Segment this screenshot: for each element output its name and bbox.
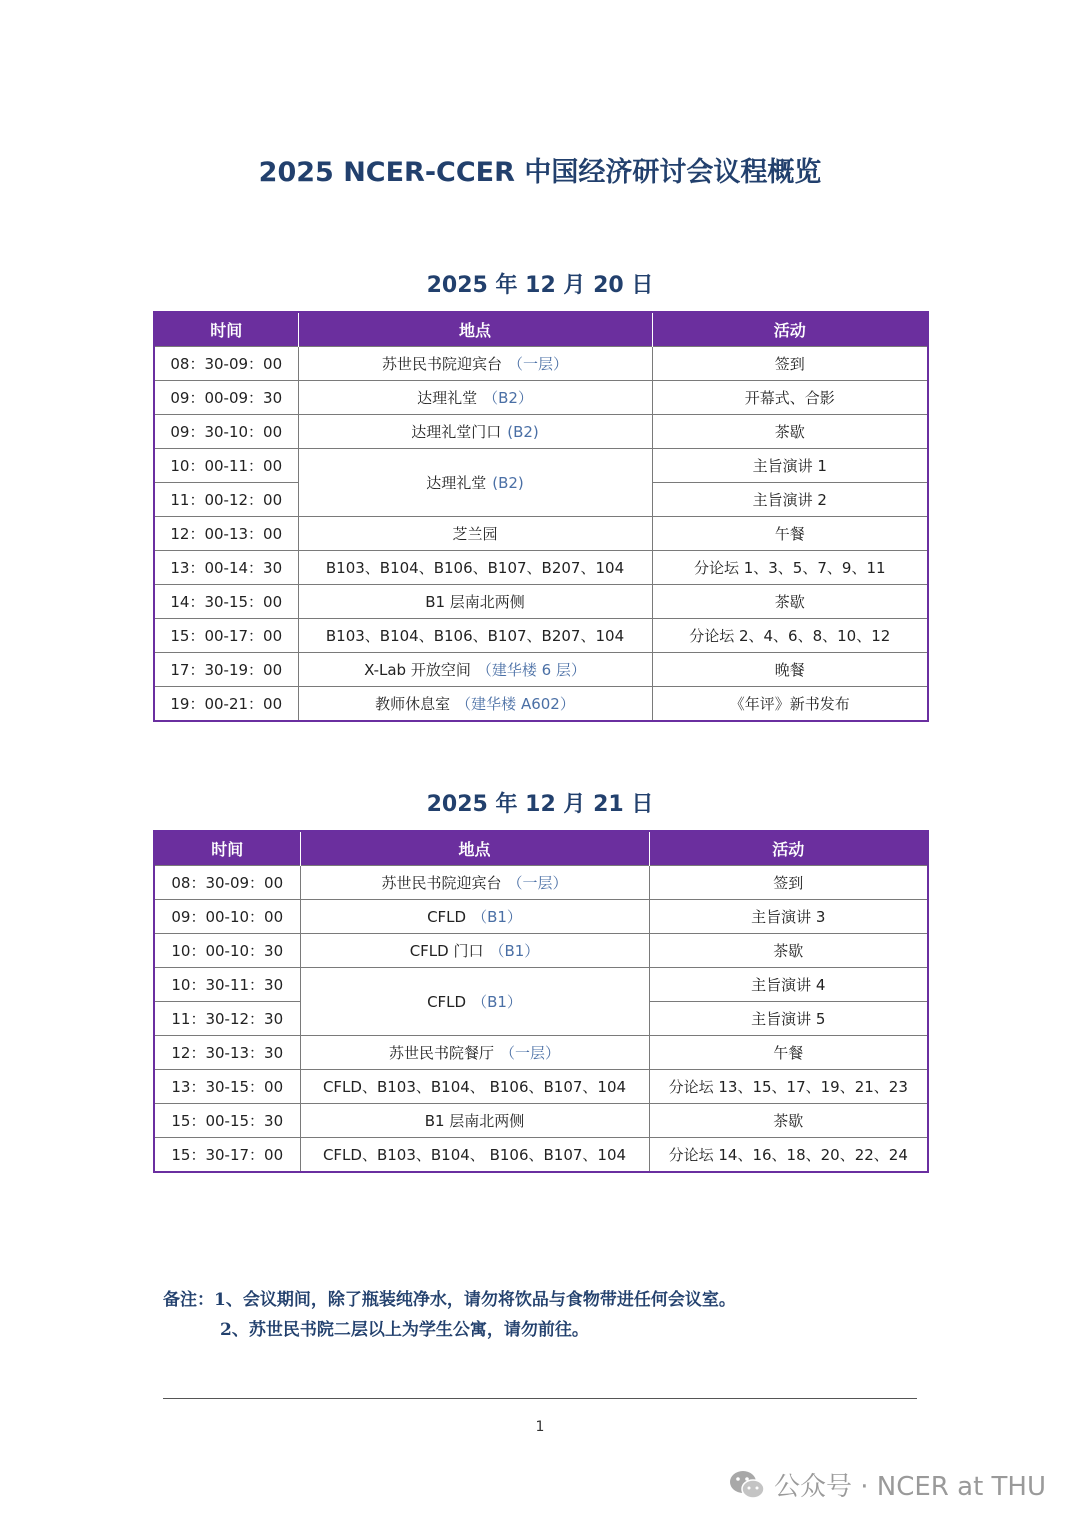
watermark-text: 公众号 · NCER at THU [773, 1472, 1046, 1502]
time-cell: 11：30-12：30 [154, 1002, 300, 1036]
place-cell [300, 1138, 649, 1173]
time-cell: 09：00-10：00 [154, 900, 300, 934]
activity-cell: 茶歇 [652, 585, 928, 619]
place-name: CFLD [427, 993, 467, 1011]
table-header-row [154, 312, 928, 347]
day1-date: 2025 年 12 月 20 日 [426, 273, 654, 298]
table-row [154, 934, 928, 968]
activity-cell: 茶歇 [649, 1104, 928, 1138]
activity-cell: 午餐 [649, 1036, 928, 1070]
header-place: 地点 [298, 312, 652, 347]
table-row [154, 517, 928, 551]
place-name: 苏世民书院迎宾台 [381, 874, 502, 892]
wechat-icon [728, 1469, 766, 1501]
place-note: （一层） [500, 1044, 561, 1062]
time-cell: 13：00-14：30 [154, 551, 298, 585]
activity-cell: 主旨演讲 1 [652, 449, 928, 483]
activity-cell: 分论坛 1、3、5、7、9、11 [652, 551, 928, 585]
time-cell: 14：30-15：00 [154, 585, 298, 619]
table-row [154, 551, 928, 585]
time-cell: 15：30-17：00 [154, 1138, 300, 1173]
place-note: （B1） [489, 942, 540, 960]
place-cell [298, 687, 652, 722]
place-cell [298, 619, 652, 653]
time-cell: 10：00-10：30 [154, 934, 300, 968]
place-name: CFLD 门口 [409, 942, 484, 960]
time-cell: 11：00-12：00 [154, 483, 298, 517]
activity-cell: 签到 [652, 347, 928, 381]
activity-cell: 主旨演讲 2 [652, 483, 928, 517]
header-time: 时间 [154, 312, 298, 347]
table-row [154, 687, 928, 722]
place-name: 教师休息室 [375, 695, 451, 713]
header-activity: 活动 [649, 831, 928, 866]
time-cell: 10：00-11：00 [154, 449, 298, 483]
activity-cell: 分论坛 2、4、6、8、10、12 [652, 619, 928, 653]
place-cell [300, 934, 649, 968]
place-cell [300, 968, 649, 1036]
time-cell: 09：00-09：30 [154, 381, 298, 415]
time-cell: 09：30-10：00 [154, 415, 298, 449]
place-name: 达理礼堂 [426, 474, 487, 492]
activity-cell: 午餐 [652, 517, 928, 551]
place-note: （建华楼 6 层） [476, 661, 586, 679]
time-cell: 17：30-19：00 [154, 653, 298, 687]
place-name: B103、B104、B106、B107、B207、104 [325, 559, 625, 577]
time-cell: 15：00-15：30 [154, 1104, 300, 1138]
table-row [154, 619, 928, 653]
place-note: （B2） [483, 389, 533, 407]
place-name: CFLD、B103、B104、 B106、B107、104 [322, 1078, 627, 1096]
activity-cell: 分论坛 13、15、17、19、21、23 [649, 1070, 928, 1104]
place-cell [298, 381, 652, 415]
activity-cell: 签到 [649, 866, 928, 900]
header-place: 地点 [300, 831, 649, 866]
place-note: （B1） [472, 908, 522, 926]
time-cell: 12：00-13：00 [154, 517, 298, 551]
place-name: X-Lab 开放空间 [364, 661, 471, 679]
activity-cell: 主旨演讲 3 [649, 900, 928, 934]
place-cell [300, 1070, 649, 1104]
time-cell: 10：30-11：30 [154, 968, 300, 1002]
footer-divider [163, 1398, 917, 1399]
place-cell [298, 653, 652, 687]
activity-cell: 主旨演讲 5 [649, 1002, 928, 1036]
place-note: (B2) [492, 474, 524, 492]
time-cell: 15：00-17：00 [154, 619, 298, 653]
activity-cell: 《年评》新书发布 [652, 687, 928, 722]
table-row [154, 1036, 928, 1070]
place-name: 苏世民书院餐厅 [388, 1044, 494, 1062]
place-note: （一层） [507, 874, 568, 892]
time-cell: 12：30-13：30 [154, 1036, 300, 1070]
place-cell [298, 585, 652, 619]
activity-cell: 茶歇 [649, 934, 928, 968]
day1-rows [154, 347, 928, 722]
place-name: CFLD [427, 908, 467, 926]
place-cell [298, 551, 652, 585]
header-time: 时间 [154, 831, 300, 866]
place-name: B103、B104、B106、B107、B207、104 [325, 627, 625, 645]
place-cell [298, 415, 652, 449]
time-cell: 08：30-09：00 [154, 347, 298, 381]
activity-cell: 茶歇 [652, 415, 928, 449]
table-row [154, 968, 928, 1002]
table-row [154, 653, 928, 687]
activity-cell: 晚餐 [652, 653, 928, 687]
day2-agenda-table [153, 830, 929, 1173]
activity-cell: 开幕式、合影 [652, 381, 928, 415]
place-cell [298, 449, 652, 517]
page-number: 1 [535, 1419, 545, 1435]
time-cell: 19：00-21：00 [154, 687, 298, 722]
header-activity: 活动 [652, 312, 928, 347]
place-cell [298, 347, 652, 381]
table-row [154, 585, 928, 619]
place-cell [300, 1104, 649, 1138]
place-cell [298, 517, 652, 551]
table-header-row [154, 831, 928, 866]
day1-agenda-table [153, 311, 929, 722]
place-name: B1 层南北两侧 [425, 593, 525, 611]
page-title: 2025 NCER-CCER 中国经济研讨会议程概览 [258, 157, 822, 188]
table-row [154, 415, 928, 449]
place-name: 达理礼堂门口 [411, 423, 502, 441]
place-note: （建华楼 A602） [456, 695, 575, 713]
note-line-2: 2、苏世民书院二层以上为学生公寓，请勿前往。 [220, 1320, 589, 1340]
place-name: CFLD、B103、B104、 B106、B107、104 [322, 1146, 627, 1164]
time-cell: 13：30-15：00 [154, 1070, 300, 1104]
place-note: (B2) [507, 423, 539, 441]
day2-date: 2025 年 12 月 21 日 [426, 792, 654, 817]
place-note: （B1） [472, 993, 522, 1011]
activity-cell: 分论坛 14、16、18、20、22、24 [649, 1138, 928, 1173]
place-cell [300, 866, 649, 900]
table-row [154, 1070, 928, 1104]
note-line-1: 备注：1、会议期间，除了瓶装纯净水，请勿将饮品与食物带进任何会议室。 [163, 1290, 736, 1310]
table-row [154, 1104, 928, 1138]
time-cell: 08：30-09：00 [154, 866, 300, 900]
place-name: 达理礼堂 [417, 389, 478, 407]
table-row [154, 449, 928, 483]
place-name: 苏世民书院迎宾台 [381, 355, 502, 373]
table-row [154, 1138, 928, 1173]
place-cell [300, 900, 649, 934]
table-row [154, 866, 928, 900]
table-row [154, 347, 928, 381]
place-name: 芝兰园 [452, 525, 498, 543]
place-note: （一层） [508, 355, 569, 373]
day2-rows [154, 866, 928, 1173]
place-cell [300, 1036, 649, 1070]
place-name: B1 层南北两侧 [424, 1112, 525, 1130]
table-row [154, 381, 928, 415]
table-row [154, 900, 928, 934]
activity-cell: 主旨演讲 4 [649, 968, 928, 1002]
watermark [728, 1466, 1046, 1503]
